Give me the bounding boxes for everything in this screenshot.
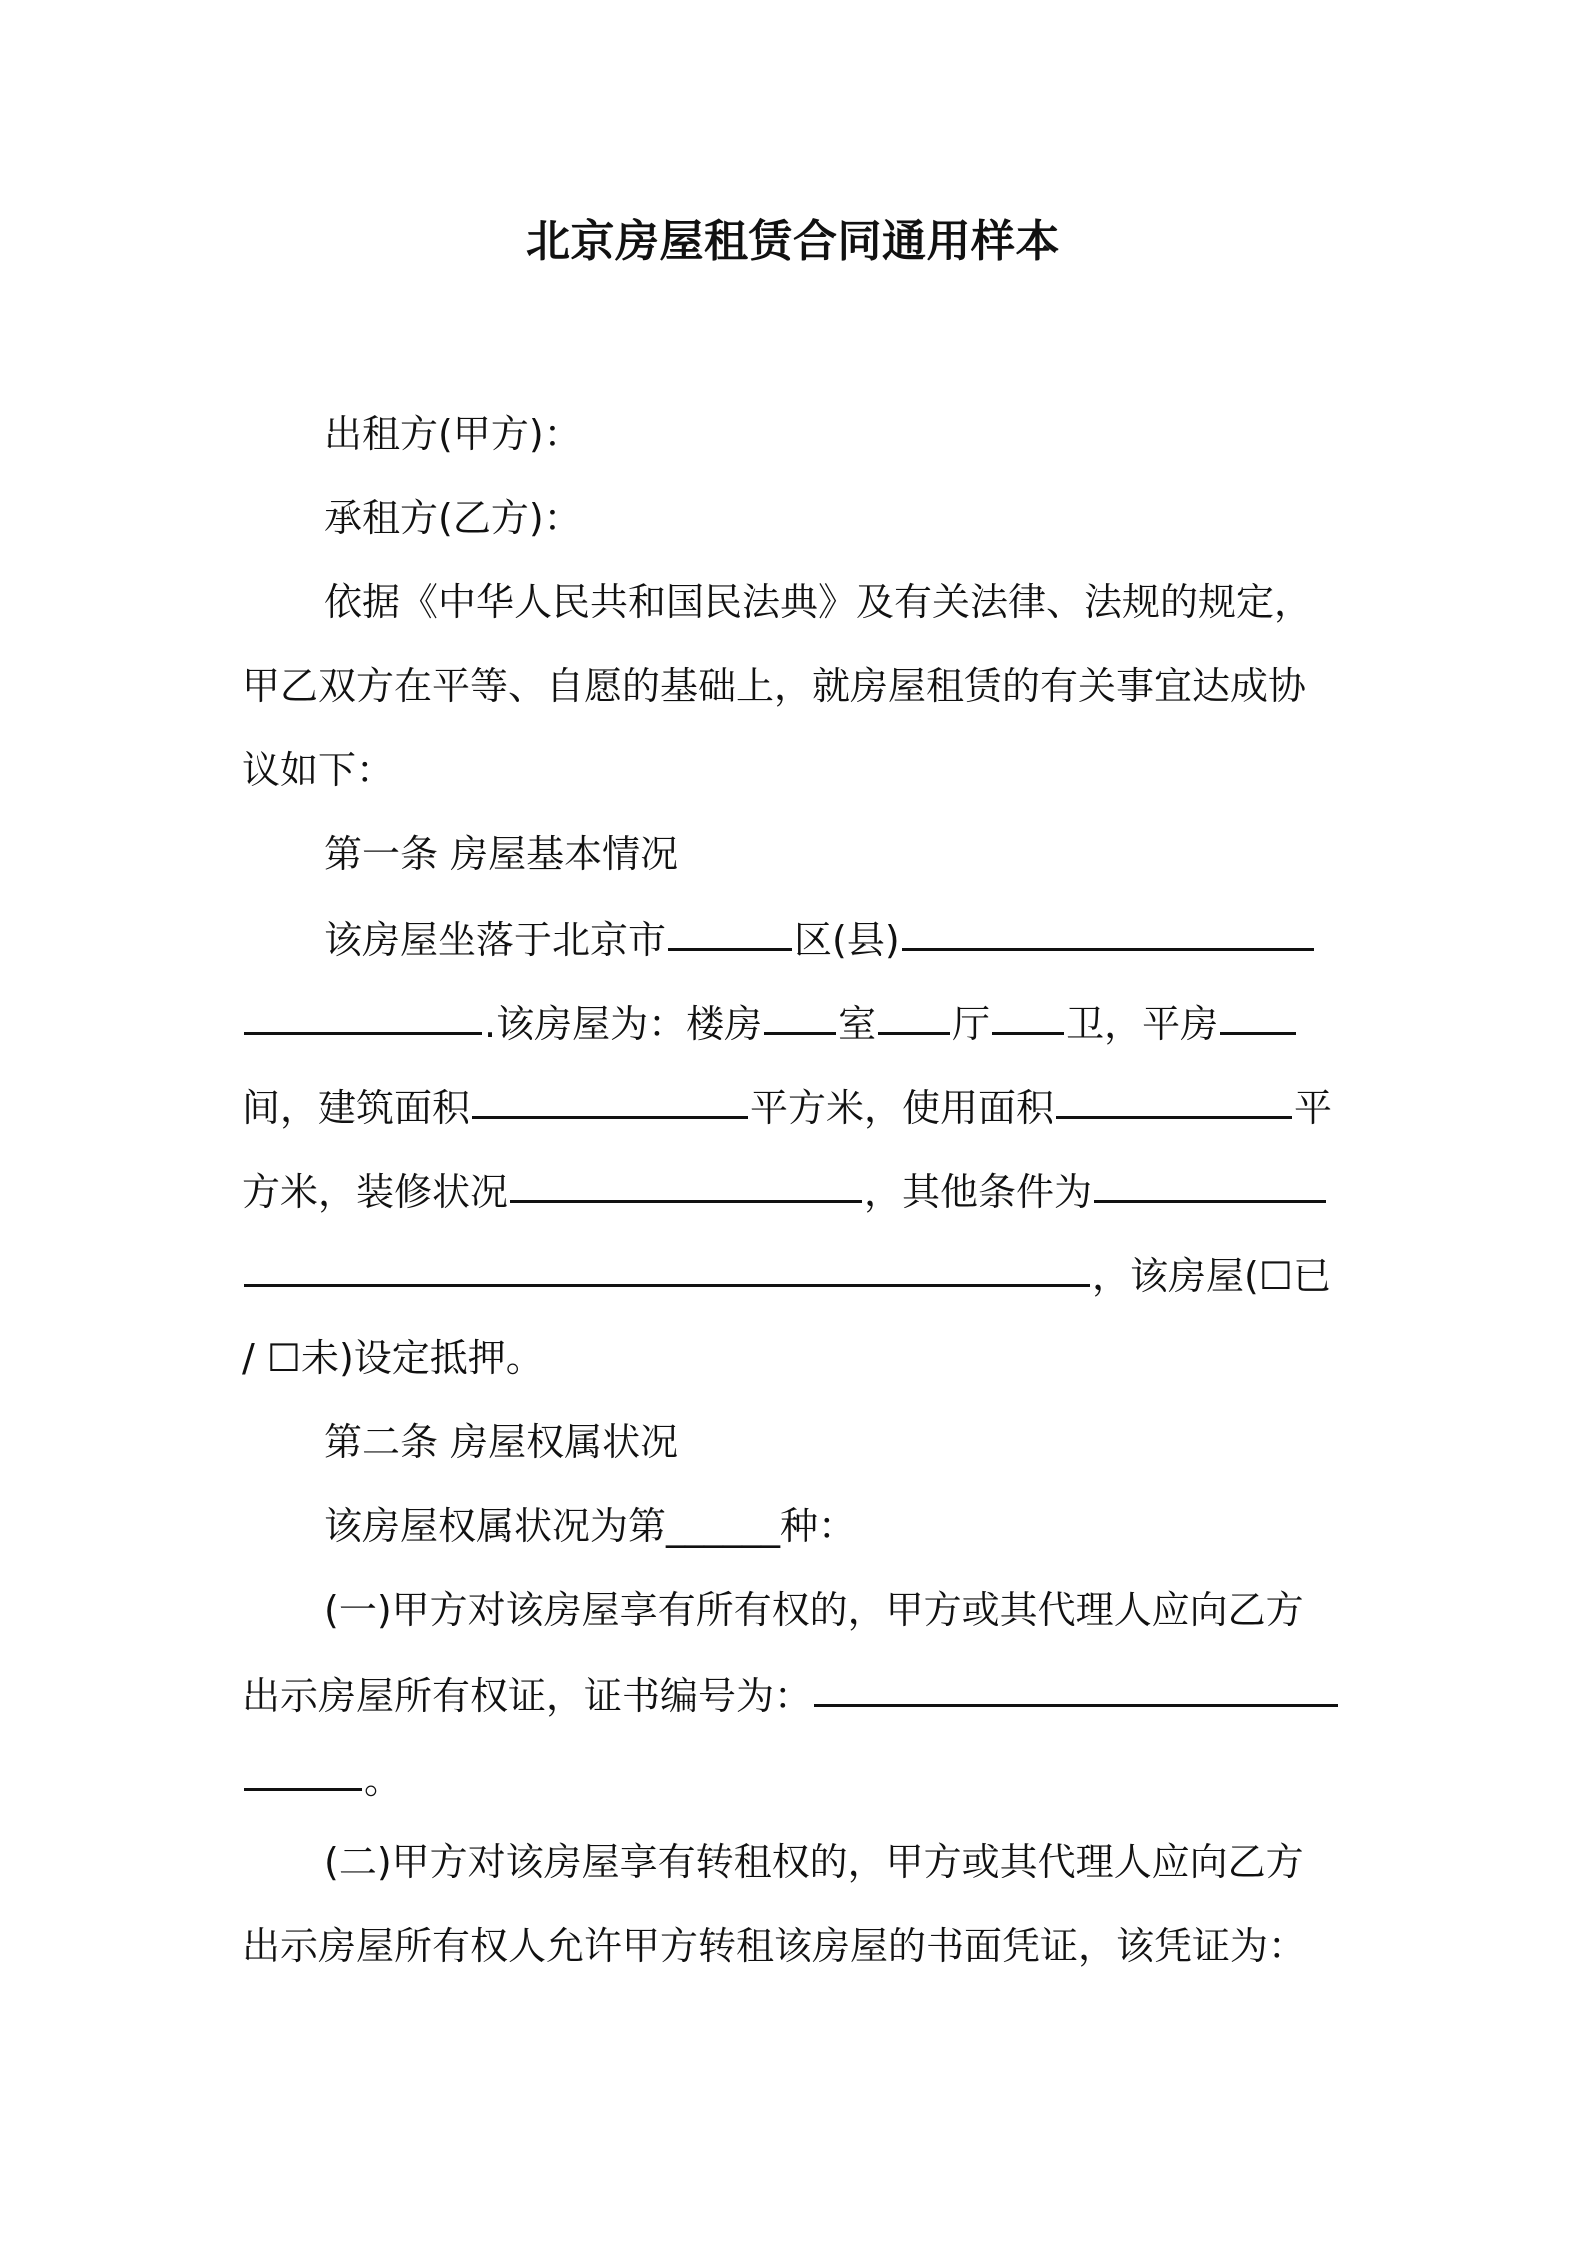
certificate-number-blank-cont [244,1746,362,1791]
halls-blank [878,990,950,1035]
address-blank-cont [244,990,482,1035]
halls-text: 厅 [952,1002,991,1046]
mortgage-text: ，该房屋(☐已 [1092,1254,1331,1298]
item-1-line-3 [242,1748,402,1808]
bathrooms-blank [992,990,1064,1035]
usable-area-text: 平方米，使用面积 [750,1086,1055,1130]
address-blank [902,906,1314,951]
building-area-blank [472,1074,748,1119]
article-2-heading: 第二条 房屋权属状况 [324,1420,679,1464]
mortgage-line-2: / ☐未)设定抵押。 [242,1336,544,1380]
item-1-line-1: (一)甲方对该房屋享有所有权的，甲方或其代理人应向乙方 [324,1588,1304,1632]
bathrooms-text: 卫，平房 [1066,1002,1219,1046]
certificate-number-text: 出示房屋所有权证，证书编号为： [242,1674,813,1718]
room-layout-line [242,992,1298,1052]
bungalow-blank [1220,990,1296,1035]
item-1-period: 。 [364,1758,403,1802]
ownership-status-line: 该房屋权属状况为第______种： [324,1504,857,1548]
address-text-city: 该房屋坐落于北京市 [324,918,667,962]
preamble-line-3: 议如下： [242,748,395,792]
other-conditions-blank [1094,1158,1326,1203]
decoration-blank [510,1158,862,1203]
lessor-field: 出租方(甲方)： [324,412,582,456]
item-2-line-2: 出示房屋所有权人允许甲方转租该房屋的书面凭证，该凭证为： [242,1924,1307,1968]
preamble-line-1: 依据《中华人民共和国民法典》及有关法律、法规的规定， [324,580,1313,624]
district-blank [668,906,792,951]
document-title: 北京房屋租赁合同通用样本 [526,216,1060,267]
area-line [242,1076,1332,1136]
address-line [324,908,1316,968]
item-2-line-1: (二)甲方对该房屋享有转租权的，甲方或其代理人应向乙方 [324,1840,1304,1884]
building-area-text: 间，建筑面积 [242,1086,471,1130]
mortgage-line [242,1244,1331,1304]
rooms-text: 室 [838,1002,877,1046]
decoration-line [242,1160,1328,1220]
decoration-text: 方米，装修状况 [242,1170,509,1214]
rooms-blank [764,990,836,1035]
other-conditions-blank-cont [244,1242,1090,1287]
preamble-line-2: 甲乙双方在平等、自愿的基础上，就房屋租赁的有关事宜达成协 [242,664,1307,708]
item-1-line-2 [242,1664,1340,1724]
other-conditions-text: ，其他条件为 [864,1170,1093,1214]
building-type-text: .该房屋为：楼房 [484,1002,763,1046]
address-text-district: 区(县) [794,918,900,962]
usable-area-blank [1056,1074,1292,1119]
article-1-heading: 第一条 房屋基本情况 [324,832,679,876]
usable-area-unit-start: 平 [1294,1086,1333,1130]
certificate-number-blank [814,1662,1338,1707]
lessee-field: 承租方(乙方)： [324,496,582,540]
